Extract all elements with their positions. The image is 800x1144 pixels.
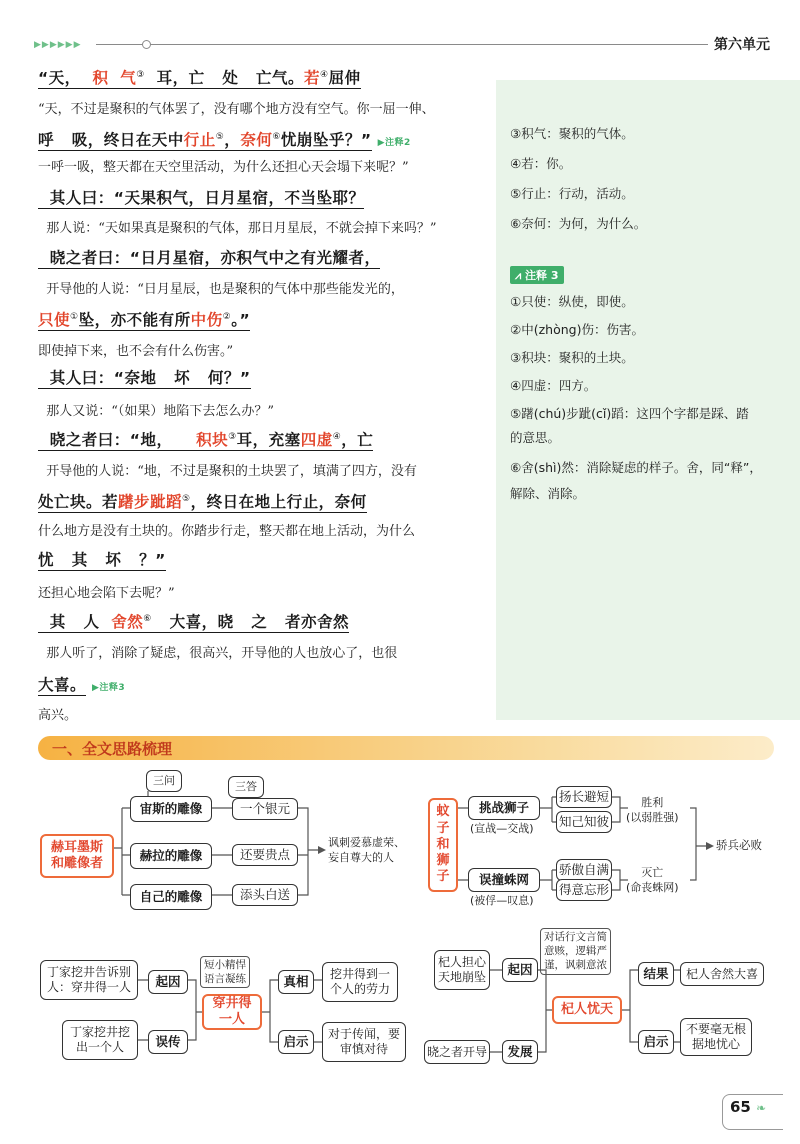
page-number-value: 65 xyxy=(730,1098,751,1116)
notes-3-title xyxy=(510,266,564,284)
note-item: ③积气：聚积的气体。 xyxy=(510,126,634,141)
classical-segment: 行止 xyxy=(183,131,216,149)
translation-line: 那人说：“天如果真是聚积的气体，那日月星辰，不就会掉下来吗？” xyxy=(38,221,437,236)
trait2-box: 知己知彼 xyxy=(556,811,612,833)
note-marker: ② xyxy=(222,311,232,322)
note-item: ⑥奈何：为何，为什么。 xyxy=(510,216,647,231)
story4-lesson-detail: 不要毫无根 据地忧心 xyxy=(680,1018,752,1056)
story4-style-note: 对话行文言简 意赅，逻辑严 谨，讽刺意浓 xyxy=(540,928,611,975)
unit-title: 第六单元 xyxy=(714,37,770,53)
answer2-box: 还要贵点 xyxy=(232,844,298,866)
fable2-moral: 骄兵必败 xyxy=(716,838,762,852)
challenge-lion-box: 挑战狮子 xyxy=(468,796,540,820)
story4-result-detail: 杞人舍然大喜 xyxy=(680,962,764,986)
classical-line xyxy=(38,128,411,150)
note-item: ⑤行止：行动，活动。 xyxy=(510,186,634,201)
answer1-box: 一个银元 xyxy=(232,798,298,820)
note-marker: ⑥ xyxy=(272,131,281,142)
classical-line xyxy=(38,308,250,330)
story4-development-label: 发展 xyxy=(502,1040,538,1064)
trait3-box: 骄傲自满 xyxy=(556,859,612,881)
classical-line xyxy=(38,66,361,88)
fable1-moral: 讽刺爱慕虚荣、 妄自尊大的人 xyxy=(328,836,405,864)
hit-web-stages: (被俘—叹息) xyxy=(470,894,534,907)
note-item: 解除、消除。 xyxy=(510,486,586,501)
story3-lesson-label: 启示 xyxy=(278,1030,314,1054)
classical-segment: 其人曰：“奈地 坏 何？” xyxy=(38,369,251,387)
classical-line-text xyxy=(38,676,86,696)
classical-segment: 晓之者曰：“日月星宿，亦积气中之有光耀者， xyxy=(38,249,381,267)
trait1-box: 扬长避短 xyxy=(556,786,612,808)
classical-line-text xyxy=(38,369,251,389)
translation-line: 还担心地会陷下去呢？” xyxy=(38,586,175,601)
classical-line-text xyxy=(38,493,367,513)
classical-line xyxy=(38,673,125,695)
classical-segment: 舍然 xyxy=(111,613,144,631)
note-item: ⑤躇(chú)步跐(cǐ)蹈：这四个字都是踩、踏 xyxy=(510,406,749,421)
note-marker: ④ xyxy=(320,69,329,80)
note-item: ②中(zhòng)伤：伤害。 xyxy=(510,322,644,337)
translation-line: 那人又说：“（如果）地陷下去怎么办？” xyxy=(38,404,275,419)
answer3-box: 添头白送 xyxy=(232,884,298,906)
story3-rumor-detail: 丁家挖井挖 出一个人 xyxy=(62,1020,138,1060)
classical-line-text xyxy=(38,311,250,331)
classical-segment: ，亡 xyxy=(341,431,374,449)
zeus-statue-box: 宙斯的雕像 xyxy=(130,796,212,822)
note-marker: ⑤ xyxy=(182,493,191,504)
note-marker: ③ xyxy=(136,69,145,80)
classical-segment: 大喜，晓 之 者亦舍然 xyxy=(151,613,349,631)
classical-line xyxy=(38,610,349,632)
classical-segment: 。” xyxy=(231,311,251,329)
note-marker: ① xyxy=(70,311,79,322)
classical-line-text xyxy=(38,613,349,633)
note-item: ③积块：聚积的土块。 xyxy=(510,350,634,365)
story3-cause-label: 起因 xyxy=(148,970,188,994)
leaf-icon: ❧ xyxy=(756,1101,767,1115)
classical-segment: 中伤 xyxy=(190,311,223,329)
fable1-title-box: 赫耳墨斯 和雕像者 xyxy=(40,834,114,878)
classical-segment: 躇步跐蹈 xyxy=(118,493,183,511)
story4-cause-detail: 杞人担心 天地崩坠 xyxy=(434,950,490,990)
note-item: ⑥舍(shì)然：消除疑虑的样子。舍，同“释”， xyxy=(510,460,762,475)
note-marker: ④ xyxy=(332,431,342,442)
translation-line: 什么地方是没有土块的。你踏步行走，整天都在地上活动，为什么 xyxy=(38,524,416,539)
classical-line-text xyxy=(38,189,364,209)
classical-segment: 耳，亡 处 亡气。 xyxy=(144,69,305,87)
story3-truth-detail: 挖井得到一 个人的劳力 xyxy=(322,962,398,1002)
translation-line: 一呼一吸，整天都在天空里活动，为什么还担心天会塌下来呢？” xyxy=(38,160,409,175)
notes-panel xyxy=(496,80,800,720)
story3-style-note: 短小精悍 语言凝练 xyxy=(200,956,250,988)
classical-line xyxy=(38,490,367,512)
classical-segment: 坠，亦不能有所 xyxy=(78,311,191,329)
note-reference-link[interactable]: ▶注释3 xyxy=(92,683,126,693)
three-questions-tag: 三问 xyxy=(146,770,182,792)
classical-segment: “天， xyxy=(38,69,93,87)
story3-rumor-label: 误传 xyxy=(148,1030,188,1054)
note-item: 的意思。 xyxy=(510,430,561,445)
note-marker: ⑥ xyxy=(143,613,152,624)
classical-line-text xyxy=(38,551,166,571)
story4-title-box: 杞人忧天 xyxy=(552,996,622,1024)
classical-line xyxy=(38,186,364,208)
classical-segment: 其人曰：“天果积气，日月星宿，不当坠耶？ xyxy=(38,189,365,207)
story3-truth-label: 真相 xyxy=(278,970,314,994)
page-number xyxy=(730,1098,766,1116)
note-marker: ⑤ xyxy=(215,131,225,142)
classical-segment: 呼 吸，终日在天中 xyxy=(38,131,184,149)
hit-web-box: 误撞蛛网 xyxy=(468,868,540,892)
translation-line: 高兴。 xyxy=(38,708,78,723)
classical-segment: 积 气 xyxy=(92,69,137,87)
story4-lesson-label: 启示 xyxy=(638,1030,674,1054)
header-rule-dot xyxy=(142,40,151,49)
classical-line-text xyxy=(38,431,373,451)
classical-segment: 耳，充塞 xyxy=(236,431,301,449)
challenge-lion-stages: (宣战—交战) xyxy=(470,822,534,835)
classical-segment: 其 人 xyxy=(38,613,112,631)
classical-segment: 只使 xyxy=(38,311,71,329)
classical-line xyxy=(38,246,380,268)
translation-line: 即使掉下来，也不会有什么伤害。” xyxy=(38,344,234,359)
classical-segment: 屈伸 xyxy=(328,69,361,87)
note-item: ④若：你。 xyxy=(510,156,572,171)
classical-segment: 积块 xyxy=(196,431,229,449)
note-item: ④四虚：四方。 xyxy=(510,378,597,393)
classical-segment: 若 xyxy=(304,69,321,87)
notes-pulse-icon: ⩘ xyxy=(515,269,526,282)
story3-lesson-detail: 对于传闻，要 审慎对待 xyxy=(322,1022,406,1062)
fable2-title-box: 蚊 子 和 狮 子 xyxy=(428,798,458,892)
classical-segment: ， xyxy=(224,131,241,149)
story4-development-detail: 晓之者开导 xyxy=(424,1040,490,1064)
story3-cause-detail: 丁家挖井告诉别 人：穿井得一人 xyxy=(40,960,138,1000)
classical-line-text xyxy=(38,131,372,151)
classical-line xyxy=(38,366,251,388)
translation-line: “天，不过是聚积的气体罢了，没有哪个地方没有空气。你一屈一伸、 xyxy=(38,102,435,117)
story3-title-box: 穿井得 一人 xyxy=(202,994,262,1030)
classical-segment: 大喜。 xyxy=(38,676,87,694)
hera-statue-box: 赫拉的雕像 xyxy=(130,843,212,869)
section-title: 一、全文思路梳理 xyxy=(52,740,173,758)
trait4-box: 得意忘形 xyxy=(556,879,612,901)
three-answers-tag: 三答 xyxy=(228,776,264,798)
death-result: 灭亡 (命丧蛛网) xyxy=(626,866,679,894)
story4-cause-label: 起因 xyxy=(502,958,538,982)
translation-line: 那人听了，消除了疑虑，很高兴，开导他的人也放心了，也很 xyxy=(38,646,398,661)
classical-line-text xyxy=(38,69,361,89)
notes-3-title-label: 注释 3 xyxy=(525,269,559,282)
classical-segment: 晓之者曰：“地， xyxy=(38,431,197,449)
classical-segment: ，终日在地上行止，奈何 xyxy=(190,493,367,511)
own-statue-box: 自己的雕像 xyxy=(130,884,212,910)
classical-segment: 忧崩坠乎？” xyxy=(280,131,372,149)
classical-line xyxy=(38,548,166,570)
note-item: ①只使：纵使，即使。 xyxy=(510,294,634,309)
translation-line: 开导他的人说：“日月星辰，也是聚积的气体中那些能发光的， xyxy=(38,282,404,297)
translation-line: 开导他的人说：“地，不过是聚积的土块罢了，填满了四方，没有 xyxy=(38,464,417,479)
classical-segment: 忧 其 坏 ？” xyxy=(38,551,166,569)
classical-line xyxy=(38,428,373,450)
classical-line-text xyxy=(38,249,380,269)
note-reference-link[interactable]: ▶注释2 xyxy=(377,138,411,148)
classical-segment: 处亡块。若 xyxy=(38,493,119,511)
victory-result: 胜利 (以弱胜强) xyxy=(626,796,679,824)
story4-result-label: 结果 xyxy=(638,962,674,986)
classical-segment: 四虚 xyxy=(300,431,333,449)
header-arrows-decoration: ▶▶▶▶▶▶ xyxy=(34,40,82,50)
header-rule xyxy=(96,44,708,45)
note-marker: ③ xyxy=(228,431,237,442)
classical-segment: 奈何 xyxy=(240,131,273,149)
